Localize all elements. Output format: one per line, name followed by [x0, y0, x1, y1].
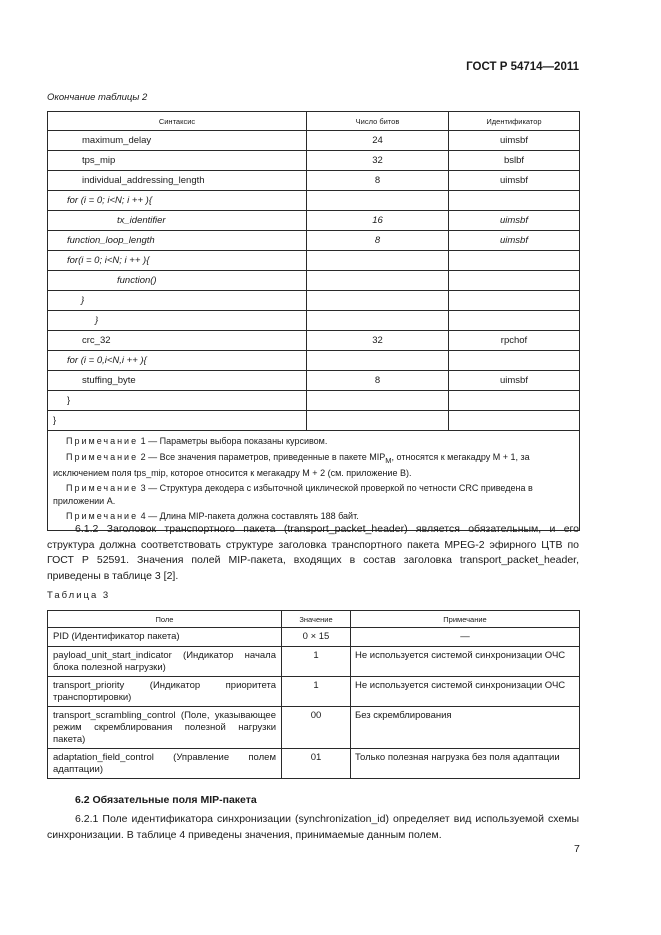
table-row [48, 707, 580, 749]
field-cell: transport_scrambling_control (Поле, указывающее режим скремблирования полезной нагрузки пакета) [48, 707, 282, 749]
table-row [48, 211, 580, 231]
bits-cell [307, 291, 449, 311]
column-header: Поле [48, 611, 282, 628]
identifier-cell [449, 271, 580, 291]
notes-row [48, 431, 580, 531]
bits-cell: 32 [307, 331, 449, 351]
table-row [48, 371, 580, 391]
table-3 [47, 610, 580, 779]
note-label: Примечание [66, 511, 139, 522]
note-cell: Без скремблирования [351, 707, 580, 749]
column-header: Значение [282, 611, 351, 628]
identifier-cell [449, 351, 580, 371]
note-label: Примечание [66, 483, 139, 494]
bits-cell [307, 271, 449, 291]
value-cell: 1 [282, 647, 351, 677]
identifier-cell: uimsbf [449, 171, 580, 191]
bits-cell [307, 251, 449, 271]
column-header: Число битов [307, 112, 449, 131]
bits-cell [307, 311, 449, 331]
syntax-cell: tx_identifier [48, 211, 307, 231]
paragraph-6-2-1: 6.2.1 Поле идентификатора синхронизации (synchronization_id) определяет вид используемой схемы синхронизации. В таблице 4 приведены значения, принимаемые данным полем. [47, 813, 579, 841]
note-cell: Не используется системой синхронизации ОЧС [351, 677, 580, 707]
syntax-cell: for(i = 0; i<N; i ++ ){ [48, 251, 307, 271]
value-cell: 1 [282, 677, 351, 707]
syntax-cell: maximum_delay [48, 131, 307, 151]
syntax-cell: function_loop_length [48, 231, 307, 251]
identifier-cell: uimsbf [449, 211, 580, 231]
syntax-cell: tps_mip [48, 151, 307, 171]
note-text: 2 — Все значения параметров, приведенные в пакете MIP [140, 451, 386, 462]
syntax-cell: function() [48, 271, 307, 291]
table-header-row [48, 611, 580, 628]
syntax-cell: } [48, 291, 307, 311]
value-cell: 0 × 15 [282, 628, 351, 647]
note-2 [53, 451, 573, 480]
table-2 [47, 111, 580, 531]
note-1 [53, 435, 573, 448]
table-row [48, 131, 580, 151]
page-number: 7 [574, 843, 580, 855]
table-row [48, 677, 580, 707]
note-cell: Только полезная нагрузка без поля адаптации [351, 749, 580, 779]
bits-cell [307, 411, 449, 431]
bits-cell: 16 [307, 211, 449, 231]
column-header: Примечание [351, 611, 580, 628]
identifier-cell: rpchof [449, 331, 580, 351]
note-text: 4 — Длина MIP-пакета должна составлять 188 байт. [140, 511, 359, 522]
note-cell: — [351, 628, 580, 647]
table-row [48, 331, 580, 351]
note-label: Примечание [66, 436, 139, 446]
syntax-cell: for (i = 0; i<N; i ++ ){ [48, 191, 307, 211]
syntax-cell: for (i = 0,i<N,i ++ ){ [48, 351, 307, 371]
note-text-continued: , относятся к мегакадру M + 1, за исключением поля tps_mip, которое относится к мегакадру M + 2 (см. приложение В). [53, 451, 530, 478]
bits-cell: 8 [307, 171, 449, 191]
value-cell: 01 [282, 749, 351, 779]
identifier-cell [449, 391, 580, 411]
note-subscript: M [385, 455, 392, 465]
bits-cell [307, 391, 449, 411]
note-cell: Не используется системой синхронизации ОЧС [351, 647, 580, 677]
bits-cell [307, 351, 449, 371]
note-3 [53, 482, 573, 507]
identifier-cell [449, 191, 580, 211]
table-row [48, 251, 580, 271]
table-row [48, 151, 580, 171]
field-cell: PID (Идентификатор пакета) [48, 628, 282, 647]
identifier-cell: uimsbf [449, 131, 580, 151]
table-notes [48, 431, 580, 531]
column-header: Синтаксис [48, 112, 307, 131]
note-text: 3 — Структура декодера с избыточной циклической проверкой по четности CRC приведена в приложении А. [53, 483, 533, 506]
identifier-cell [449, 291, 580, 311]
field-cell: payload_unit_start_indicator (Индикатор начала блока полезной нагрузки) [48, 647, 282, 677]
column-header: Идентификатор [449, 112, 580, 131]
table-row [48, 628, 580, 647]
table-row [48, 271, 580, 291]
syntax-cell: } [48, 411, 307, 431]
document-header: ГОСТ Р 54714—2011 [466, 61, 579, 73]
identifier-cell [449, 311, 580, 331]
bits-cell: 8 [307, 371, 449, 391]
table-header-row [48, 112, 580, 131]
identifier-cell: uimsbf [449, 371, 580, 391]
note-4 [53, 510, 573, 523]
field-cell: adaptation_field_control (Управление полем адаптации) [48, 749, 282, 779]
table-row [48, 647, 580, 677]
syntax-cell: stuffing_byte [48, 371, 307, 391]
value-cell: 00 [282, 707, 351, 749]
table-row [48, 391, 580, 411]
note-text: 1 — Параметры выбора показаны курсивом. [140, 436, 328, 446]
identifier-cell [449, 251, 580, 271]
identifier-cell [449, 411, 580, 431]
bits-cell [307, 191, 449, 211]
table-row [48, 749, 580, 779]
table-row [48, 411, 580, 431]
bits-cell: 8 [307, 231, 449, 251]
syntax-cell: individual_addressing_length [48, 171, 307, 191]
field-cell: transport_priority (Индикатор приоритета транспортировки) [48, 677, 282, 707]
table-row [48, 291, 580, 311]
syntax-cell: crc_32 [48, 331, 307, 351]
table-row [48, 231, 580, 251]
table-row [48, 191, 580, 211]
bits-cell: 24 [307, 131, 449, 151]
identifier-cell: bslbf [449, 151, 580, 171]
table-row [48, 171, 580, 191]
table-2-caption: Окончание таблицы 2 [47, 92, 148, 103]
table-row [48, 311, 580, 331]
bits-cell: 32 [307, 151, 449, 171]
section-heading: 6.2 Обязательные поля MIP-пакета [75, 794, 257, 806]
identifier-cell: uimsbf [449, 231, 580, 251]
syntax-cell: } [48, 311, 307, 331]
paragraph-6-1-2: 6.1.2 Заголовок транспортного пакета (transport_packet_header) является обязательным, и его структура должна соответствовать структуре заголовка транспортного пакета MPEG-2 эфирного ЦТВ по ГОСТ Р 52591. Значения полей MIP-пакета, входящих в состав заголовка transport_packet_header, приведены в таблице 3 [2]. [47, 523, 579, 582]
note-label: Примечание [66, 451, 139, 462]
table-row [48, 351, 580, 371]
table-3-caption: Таблица 3 [47, 590, 111, 601]
syntax-cell: } [48, 391, 307, 411]
